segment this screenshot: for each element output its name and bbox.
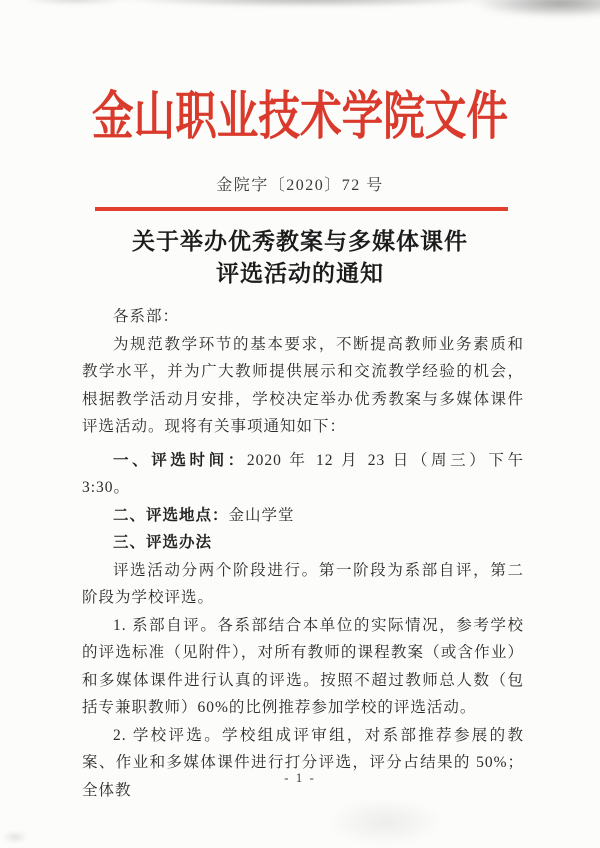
document-title	[0, 226, 600, 290]
document-title-line2: 评选活动的通知	[216, 261, 384, 286]
scan-smudge-top-left	[20, 0, 130, 5]
letterhead-title: 金山职业技术学院文件	[91, 89, 509, 146]
method-intro-paragraph: 评选活动分两个阶段进行。第一阶段为系部自评，第二阶段为学校评选。	[82, 561, 524, 606]
intro-paragraph: 为规范教学环节的基本要求，不断提高教师业务素质和教学水平，并为广大教师提供展示和交流教学经验的机会，根据教学活动月安排，学校决定举办优秀教案与多媒体课件评选活动。现将有关事项通知如下：	[82, 335, 524, 435]
item-selection-method	[82, 529, 524, 557]
item-selection-place-value: 金山学堂	[228, 506, 295, 524]
item-selection-place-label: 二、评选地点：	[113, 506, 229, 524]
doc-number: 金院字〔2020〕72 号	[216, 177, 384, 194]
salutation: 各系部：	[113, 308, 180, 325]
item-selection-time	[82, 447, 524, 502]
item-selection-time-value: 2020 年 12 月 23 日（周三）下午 3:30。	[82, 451, 524, 496]
item-selection-method-label: 三、评选办法	[113, 534, 213, 551]
document-body	[82, 303, 524, 804]
notice-items	[82, 447, 524, 557]
item-selection-time-label: 一、评选时间：	[113, 451, 247, 469]
scan-smudge-top-right	[470, 0, 600, 18]
document-title-line1: 关于举办优秀教案与多媒体课件	[132, 229, 468, 254]
method-step1-paragraph: 1. 系部自评。各系部结合本单位的实际情况，参考学校的评选标准（见附件），对所有教师的课程教案（或含作业）和多媒体课件进行认真的评选。按照不超过教师总人数（包括专兼职教师）60%的比例推荐参加学校的评选活动。	[82, 616, 524, 716]
page-number: - 1 -	[284, 770, 316, 785]
method-step2-paragraph-partial: 2. 学校评选。学校组成评审组，对系部推荐参展的教案、作业和多媒体课件进行打分评选，评分占结果的 50%；全体教	[82, 726, 524, 799]
scan-smudge-top	[120, 0, 500, 7]
scan-smudge-corner	[2, 830, 28, 844]
red-divider-rule	[95, 207, 508, 211]
item-selection-place	[82, 502, 524, 530]
scan-smudge-bottom	[325, 798, 445, 846]
